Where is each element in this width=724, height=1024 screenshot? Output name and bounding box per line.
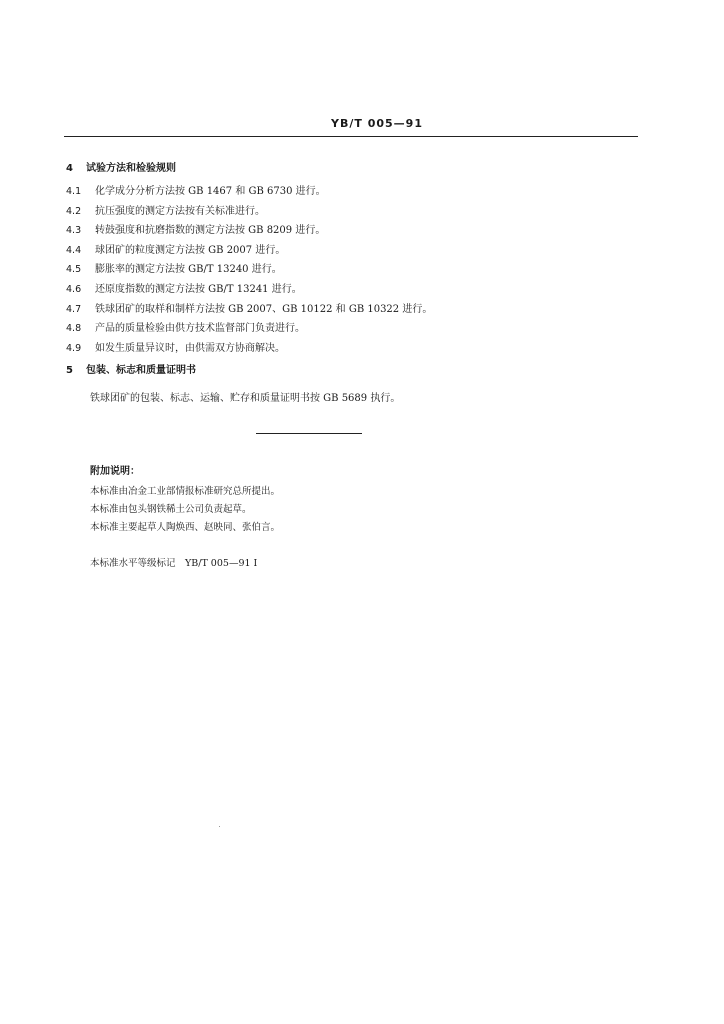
clause-text: 转鼓强度和抗磨指数的测定方法按 GB 8209 进行。 xyxy=(95,225,326,237)
clause-text: 铁球团矿的取样和制样方法按 GB 2007、GB 10122 和 GB 10322 进行。 xyxy=(95,303,433,315)
clause-text: 还原度指数的测定方法按 GB/T 13241 进行。 xyxy=(95,283,302,295)
clause-number: 4.2 xyxy=(66,205,82,217)
note-line-proposer: 本标准由冶金工业部情报标准研究总所提出。 xyxy=(90,486,281,497)
clause-number: 4.4 xyxy=(66,244,82,256)
clause-text: 膨胀率的测定方法按 GB/T 13240 进行。 xyxy=(95,264,282,276)
notes-title: 附加说明： xyxy=(90,466,140,477)
clause-text: 化学成分分析方法按 GB 1467 和 GB 6730 进行。 xyxy=(95,186,326,197)
clause-4-2 xyxy=(66,202,432,222)
section-5-title: 包装、标志和质量证明书 xyxy=(86,365,196,376)
clause-4-9 xyxy=(66,339,432,359)
clause-text: 如发生质量异议时，由供需双方协商解决。 xyxy=(95,342,285,354)
note-line-authors: 本标准主要起草人陶焕西、赵映同、张伯言。 xyxy=(90,522,281,533)
clause-text: 球团矿的粒度测定方法按 GB 2007 进行。 xyxy=(95,244,286,256)
clause-number: 4.5 xyxy=(66,264,82,276)
clause-number: 4.6 xyxy=(66,283,82,295)
header-rule xyxy=(64,136,638,137)
clause-4-6 xyxy=(66,280,432,300)
clause-text: 产品的质量检验由供方技术监督部门负责进行。 xyxy=(95,323,305,335)
section-4-number: 4 xyxy=(66,163,73,174)
clause-4-8 xyxy=(66,319,432,339)
additional-notes xyxy=(90,461,280,537)
clause-number: 4.3 xyxy=(66,225,82,237)
clause-number: 4.1 xyxy=(66,186,82,197)
section-4-clauses xyxy=(66,182,432,358)
section-4-title: 试验方法和检验规则 xyxy=(86,163,176,174)
note-line-drafter: 本标准由包头钢铁稀土公司负责起草。 xyxy=(90,504,252,515)
clause-number: 4.7 xyxy=(66,303,82,315)
clause-4-4 xyxy=(66,241,432,261)
section-5-paragraph: 铁球团矿的包装、标志、运输、贮存和质量证明书按 GB 5689 执行。 xyxy=(90,393,401,404)
end-rule xyxy=(256,433,362,434)
standard-code-header: YB/T 005—91 xyxy=(331,117,423,130)
clause-4-3 xyxy=(66,221,432,241)
section-5-heading xyxy=(66,361,196,376)
clause-4-7 xyxy=(66,300,432,320)
clause-4-5 xyxy=(66,260,432,280)
clause-4-1 xyxy=(66,182,432,202)
clause-number: 4.9 xyxy=(66,342,82,354)
clause-text: 抗压强度的测定方法按有关标准进行。 xyxy=(95,205,265,217)
standard-level-mark: 本标准水平等级标记 YB/T 005—91 I xyxy=(90,558,258,569)
section-5-number: 5 xyxy=(66,365,73,376)
scan-speck xyxy=(219,826,220,827)
section-4-heading xyxy=(66,159,176,174)
clause-number: 4.8 xyxy=(66,323,82,335)
